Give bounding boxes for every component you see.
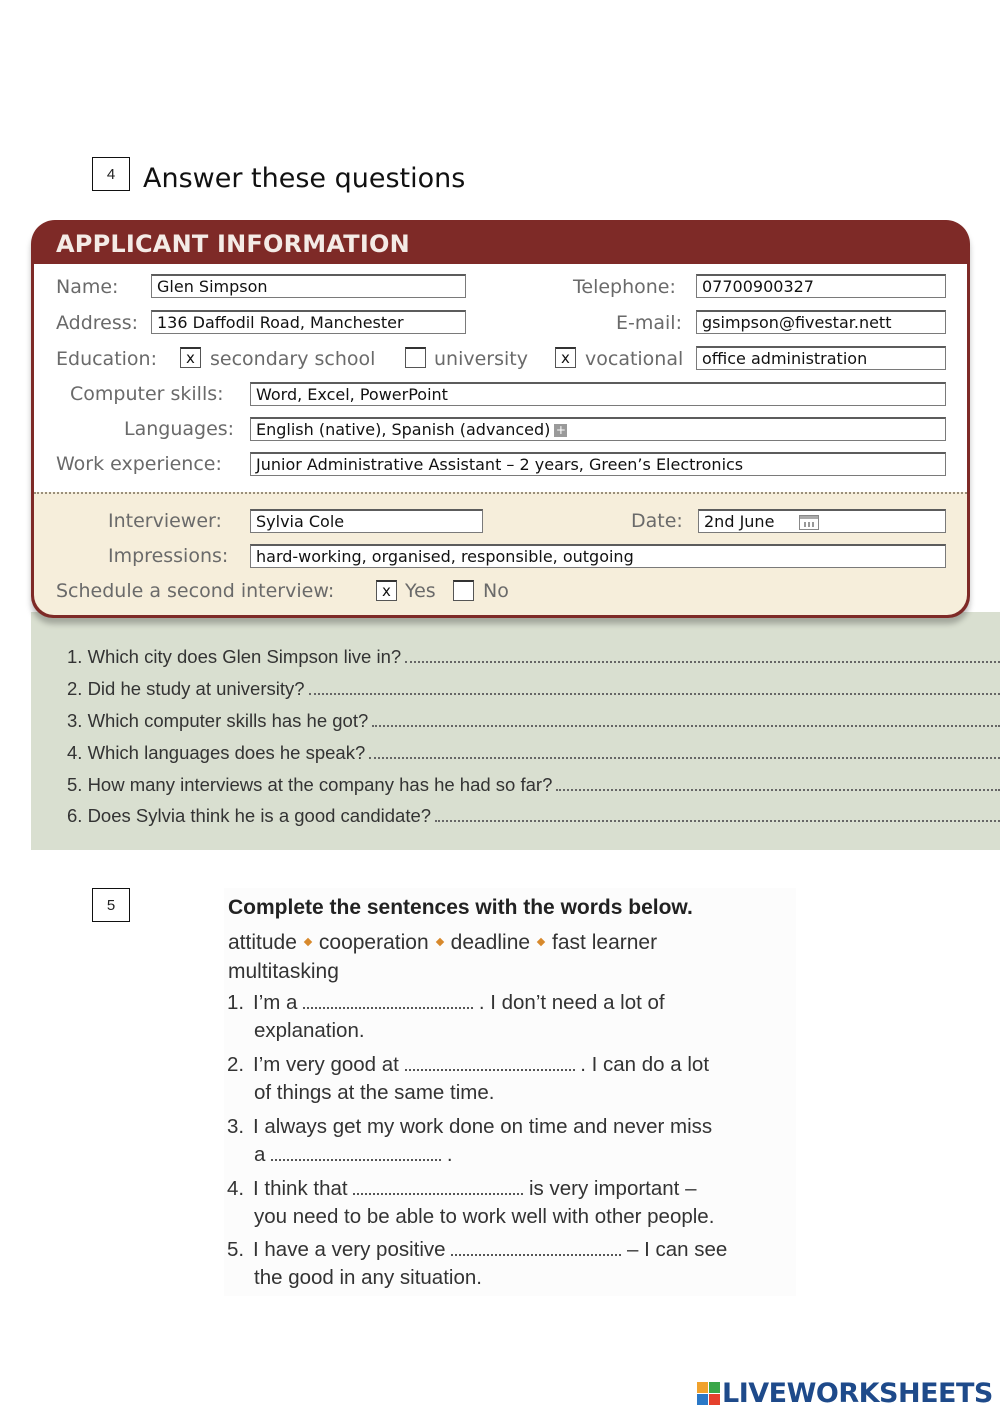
interviewer-field: Sylvia Cole	[250, 509, 483, 533]
exercise-5-title: Complete the sentences with the words below.	[228, 896, 693, 919]
question-1	[67, 646, 1000, 668]
logo-square-3	[697, 1394, 708, 1405]
sentence-text: a	[254, 1143, 266, 1166]
word-item: cooperation	[318, 931, 429, 954]
question-4	[67, 742, 1000, 764]
address-field: 136 Daffodil Road, Manchester	[151, 310, 466, 334]
sentence-continuation	[227, 1141, 787, 1169]
logo-square-4	[709, 1394, 720, 1405]
sentence-text: I have a very positive	[253, 1238, 446, 1261]
logo-square-2	[709, 1382, 720, 1393]
sentence-number: 2.	[227, 1053, 245, 1076]
date-field	[698, 509, 946, 533]
exercise-number-box	[92, 888, 130, 922]
liveworksheets-logo	[697, 1378, 993, 1408]
languages-label: Languages:	[124, 418, 235, 440]
no-label: No	[483, 580, 509, 602]
question-text: 2. Did he study at university?	[67, 678, 305, 699]
exercise-number-box	[92, 157, 130, 191]
word-item: multitasking	[228, 960, 339, 983]
email-field: gsimpson@fivestar.nett	[696, 310, 946, 334]
languages-value: English (native), Spanish (advanced)	[256, 420, 551, 439]
sentence-text: I’m very good at	[253, 1053, 399, 1076]
computer-skills-label: Computer skills:	[70, 383, 224, 405]
secondary-school-checkbox: x	[180, 347, 201, 368]
email-label: E-mail:	[616, 312, 682, 334]
logo-mark-icon	[697, 1382, 720, 1405]
sentence-continuation: explanation.	[254, 1019, 365, 1042]
secondary-school-label: secondary school	[210, 348, 376, 370]
work-experience-label: Work experience:	[56, 453, 222, 475]
question-2	[67, 678, 1000, 700]
sentence-2	[227, 1051, 787, 1107]
answer-line-3[interactable]	[372, 725, 1000, 727]
sentence-text: I’m a	[253, 991, 298, 1014]
work-experience-field: Junior Administrative Assistant – 2 years, Green’s Electronics	[250, 452, 946, 476]
word-item: fast learner	[552, 931, 658, 954]
telephone-field: 07700900327	[696, 274, 946, 298]
university-checkbox	[405, 347, 426, 368]
university-label: university	[434, 348, 528, 370]
blank-4[interactable]	[353, 1193, 523, 1195]
sentence-number: 4.	[227, 1177, 245, 1200]
diamond-icon	[304, 938, 312, 946]
word-item: attitude	[228, 931, 297, 954]
blank-1[interactable]	[303, 1007, 473, 1009]
answer-line-5[interactable]	[556, 789, 1000, 791]
blank-5[interactable]	[451, 1254, 621, 1256]
logo-text: LIVEWORKSHEETS	[722, 1377, 993, 1409]
sentence-4	[227, 1175, 787, 1231]
blank-2[interactable]	[405, 1069, 575, 1071]
answer-line-1[interactable]	[405, 661, 1000, 663]
sentence-number: 1.	[227, 991, 245, 1014]
sentence-number: 3.	[227, 1115, 245, 1138]
computer-skills-field: Word, Excel, PowerPoint	[250, 382, 946, 406]
date-label: Date:	[631, 510, 683, 532]
sentence-continuation: of things at the same time.	[254, 1081, 495, 1104]
sentence-text: I always get my work done on time and never miss	[253, 1115, 713, 1138]
name-label: Name:	[56, 276, 119, 298]
date-value: 2nd June	[704, 512, 775, 531]
sentence-continuation: the good in any situation.	[254, 1266, 482, 1289]
languages-field	[250, 417, 946, 441]
blank-3[interactable]	[271, 1159, 441, 1161]
address-label: Address:	[56, 312, 139, 334]
sentence-continuation: you need to be able to work well with other people.	[254, 1205, 715, 1228]
card-footer	[34, 492, 967, 615]
no-checkbox	[453, 580, 474, 601]
question-text: 4. Which languages does he speak?	[67, 742, 366, 763]
impressions-field: hard-working, organised, responsible, outgoing	[250, 544, 946, 568]
diamond-icon	[537, 938, 545, 946]
calendar-icon	[799, 515, 819, 530]
question-text: 5. How many interviews at the company has he had so far?	[67, 774, 553, 795]
sentence-text: – I can see	[626, 1238, 728, 1261]
impressions-label: Impressions:	[108, 545, 229, 567]
word-item: deadline	[450, 931, 531, 954]
question-5	[67, 774, 1000, 796]
card-title: APPLICANT INFORMATION	[56, 230, 410, 258]
card-body	[34, 264, 967, 492]
sentence-number: 5.	[227, 1238, 245, 1261]
diamond-icon	[435, 938, 443, 946]
exercise-5-panel	[224, 888, 796, 1296]
question-text: 1. Which city does Glen Simpson live in?	[67, 646, 402, 667]
vocational-checkbox: x	[555, 347, 576, 368]
yes-checkbox: x	[376, 580, 397, 601]
interviewer-label: Interviewer:	[108, 510, 222, 532]
exercise-number: 5	[106, 896, 116, 914]
card-header	[31, 220, 970, 264]
schedule-label: Schedule a second interview:	[56, 580, 335, 602]
sentence-5	[227, 1236, 787, 1292]
sentence-text: .	[446, 1143, 453, 1166]
sentence-text: is very important –	[529, 1177, 697, 1200]
exercise-title: Answer these questions	[143, 163, 466, 194]
answer-line-2[interactable]	[309, 693, 1000, 695]
vocational-label: vocational	[585, 348, 684, 370]
name-field: Glen Simpson	[151, 274, 466, 298]
question-3	[67, 710, 1000, 732]
education-label: Education:	[56, 348, 157, 370]
question-text: 6. Does Sylvia think he is a good candidate?	[67, 805, 432, 826]
sentence-3	[227, 1113, 787, 1169]
plus-icon: +	[555, 423, 566, 437]
question-6	[67, 805, 1000, 827]
sentence-text: . I can do a lot	[580, 1053, 710, 1076]
sentence-text: . I don’t need a lot of	[478, 991, 665, 1014]
sentence-text: I think that	[253, 1177, 348, 1200]
answer-line-6[interactable]	[435, 820, 1000, 822]
education-field: office administration	[696, 346, 946, 370]
answer-line-4[interactable]	[369, 757, 1000, 759]
yes-label: Yes	[405, 580, 436, 602]
question-text: 3. Which computer skills has he got?	[67, 710, 369, 731]
sentence-1	[227, 989, 787, 1045]
logo-square-1	[697, 1382, 708, 1393]
telephone-label: Telephone:	[573, 276, 676, 298]
word-bank	[228, 928, 748, 986]
exercise-number: 4	[106, 165, 116, 183]
applicant-card	[31, 220, 970, 618]
